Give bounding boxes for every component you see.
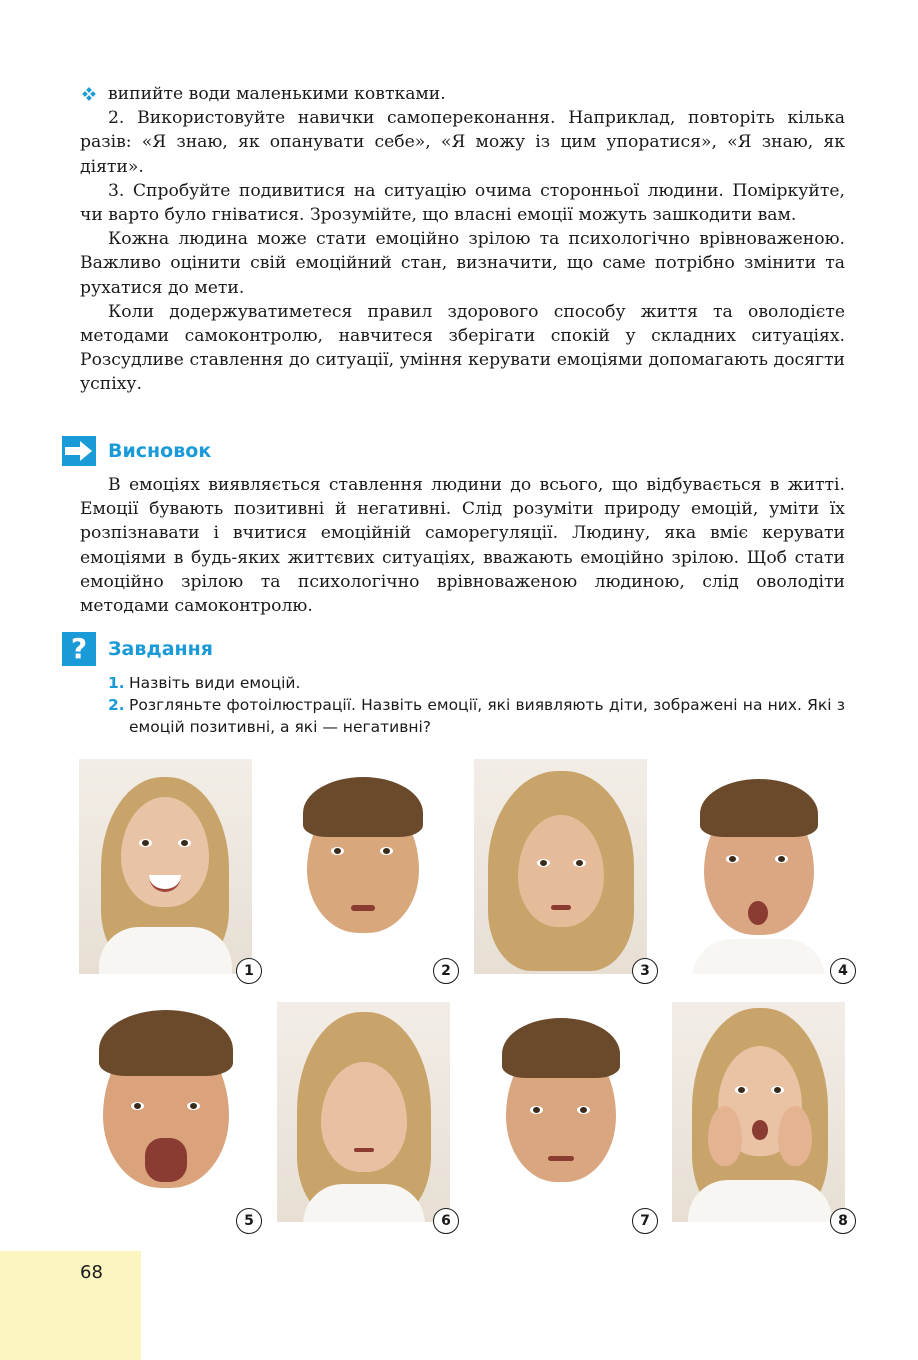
photo-number-badge: 3 bbox=[632, 958, 658, 984]
task-number: 2. bbox=[108, 696, 125, 714]
page-number: 68 bbox=[80, 1262, 103, 1283]
paragraph: 3. Спробуйте подивитися на ситуацію очима сторонньої людини. Поміркуйте, чи варто було гніватися. Зрозумійте, що власні емоції можуть зашкодити вам. bbox=[80, 180, 845, 226]
conclusion-title: Висновок bbox=[108, 440, 212, 462]
photo-number-badge: 6 bbox=[433, 1208, 459, 1234]
page-number-tab bbox=[0, 1251, 141, 1360]
photo-number-badge: 2 bbox=[433, 958, 459, 984]
paragraph: В емоціях виявляється ставлення людини до всього, що відбувається в житті. Емоції бувають позитивні й негативні. Слід розуміти природу емоцій, уміти їх розпізнавати і вчитися емоційній саморегуляції. Людину, яка вміє керувати емоціями в будь-яких життєвих ситуаціях, вважають емоційно зрілою. Щоб стати емоційно зрілою та психологічно врівноваженою людиною, слід оволодіти методами самоконтролю. bbox=[80, 475, 845, 617]
paragraph: 2. Використовуйте навички самопереконання. Наприклад, повторіть кілька разів: «Я знаю, як опанувати себе», «Я можу із цим упоратися», «Я знаю, як діяти». bbox=[80, 108, 845, 177]
tasks-list bbox=[80, 672, 845, 738]
photo-boy-skeptical bbox=[474, 1002, 647, 1222]
diamond-bullet-icon bbox=[82, 87, 96, 101]
photo-girl-sad bbox=[277, 1002, 450, 1222]
photo-number-badge: 5 bbox=[236, 1208, 262, 1234]
photo-boy-looking-up bbox=[277, 759, 450, 974]
task-item bbox=[80, 694, 845, 738]
task-number: 1. bbox=[108, 674, 125, 692]
task-item bbox=[80, 672, 845, 694]
photo-girl-shocked bbox=[672, 1002, 845, 1222]
question-mark-icon: ? bbox=[62, 632, 96, 666]
tasks-title: Завдання bbox=[108, 638, 213, 660]
task-text: Назвіть види емоцій. bbox=[129, 674, 301, 692]
photo-girl-smiling bbox=[79, 759, 252, 974]
bullet-item bbox=[80, 82, 845, 106]
photo-number-badge: 1 bbox=[236, 958, 262, 984]
photo-number-badge: 8 bbox=[830, 1208, 856, 1234]
photo-boy-surprised bbox=[672, 759, 845, 974]
conclusion-heading bbox=[62, 434, 211, 468]
photo-number-badge: 4 bbox=[830, 958, 856, 984]
bullet-text: випийте води маленькими ковтками. bbox=[108, 84, 446, 104]
photo-boy-shouting bbox=[79, 1002, 252, 1222]
intro-text bbox=[80, 82, 845, 397]
tasks-heading bbox=[62, 632, 213, 666]
photo-girl-angry bbox=[474, 759, 647, 974]
conclusion-text bbox=[80, 473, 845, 618]
photo-number-badge: 7 bbox=[632, 1208, 658, 1234]
paragraph: Кожна людина може стати емоційно зрілою та психологічно врівноваженою. Важливо оцінити свій емоційний стан, визначити, що саме потрібно змінити та рухатися до мети. bbox=[80, 229, 845, 298]
task-text: Розгляньте фотоілюстрації. Назвіть емоції, які виявляють діти, зображені на них. Які з емоцій позитивні, а які — негативні? bbox=[129, 696, 845, 736]
arrow-right-icon bbox=[62, 436, 96, 466]
paragraph: Коли додержуватиметеся правил здорового способу життя та оволодієте методами самоконтролю, навчитеся зберігати спокій у складних ситуаціях. Розсудливе ставлення до ситуації, уміння керувати емоціями допомагають досягти успіху. bbox=[80, 301, 845, 395]
